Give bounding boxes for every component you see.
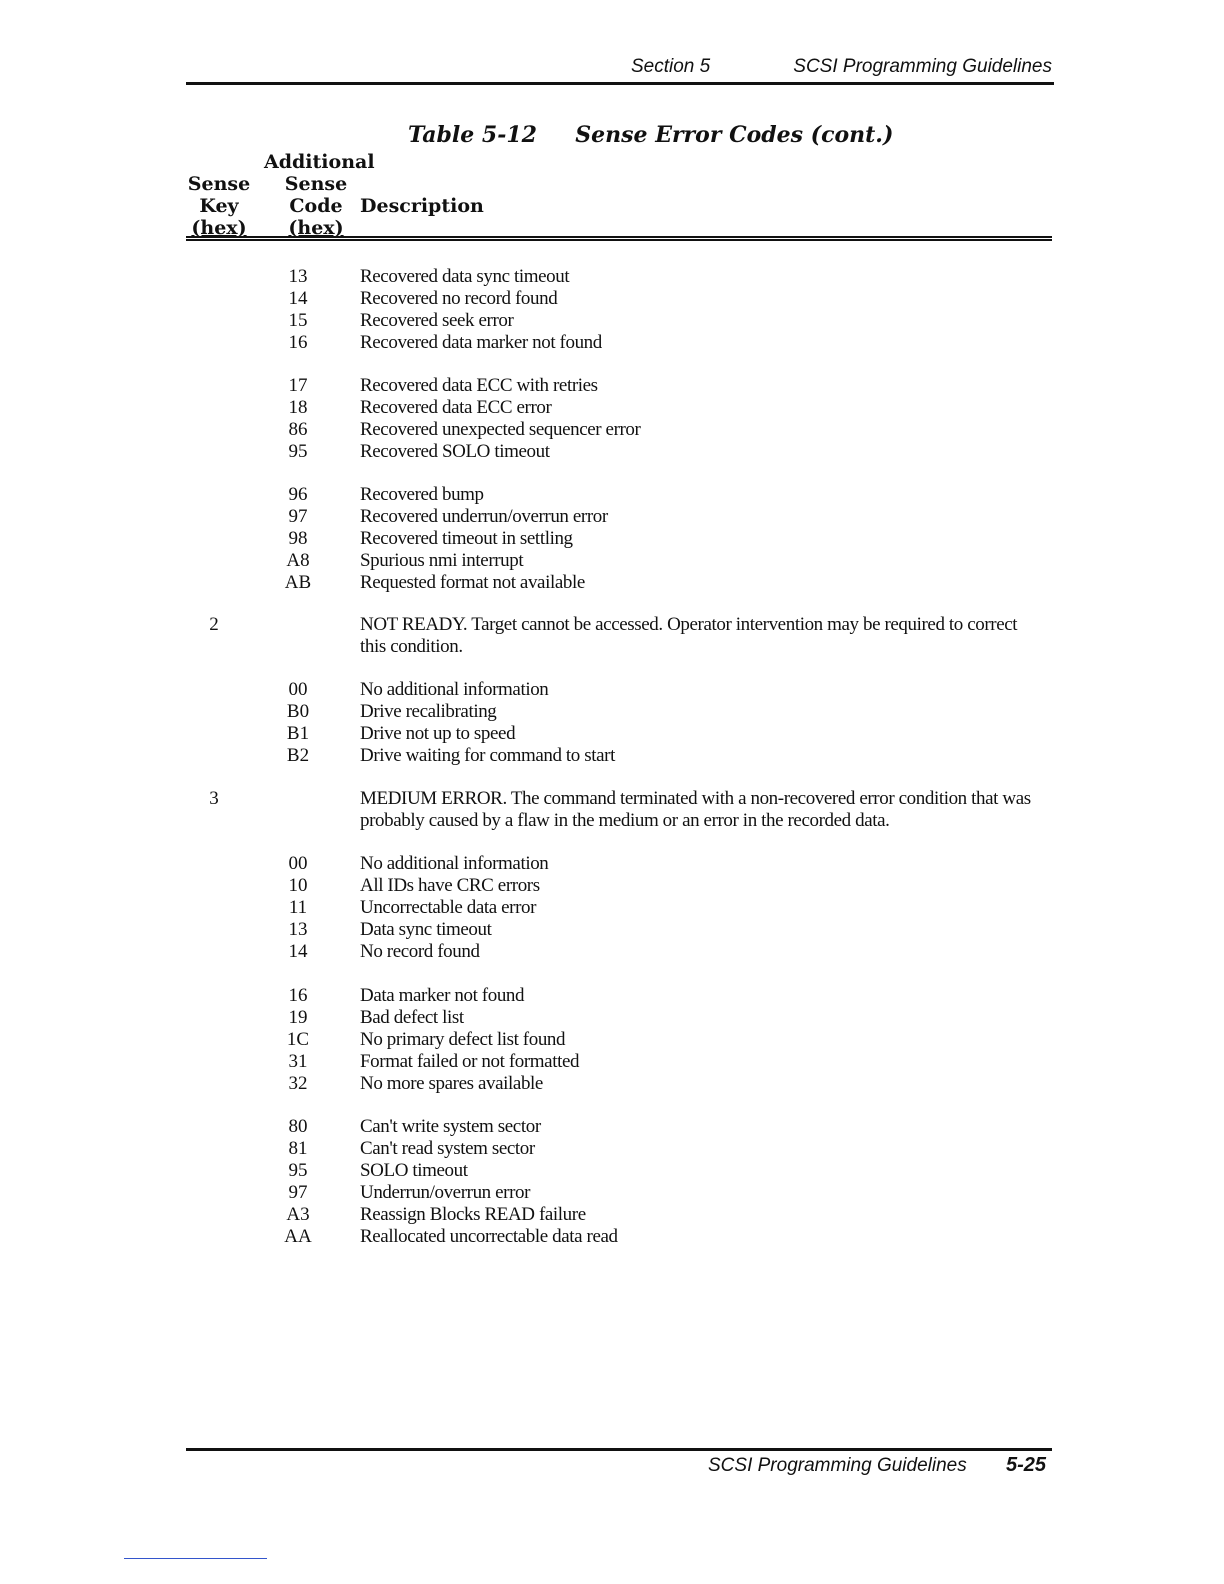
description-cell: Recovered no record found <box>360 288 558 309</box>
footnote-rule <box>124 1558 267 1559</box>
running-header <box>186 56 1054 85</box>
sense-code-cell: 10 <box>288 875 308 896</box>
description-cell: MEDIUM ERROR. The command terminated with a non-recovered error condition that was probably caused by a flaw in the medium or an error in the recorded data. <box>360 788 1031 831</box>
running-footer <box>186 1448 1052 1476</box>
column-header-sense-code <box>264 151 375 239</box>
sense-code-cell: 16 <box>288 985 308 1006</box>
sense-code-cell: 95 <box>288 441 308 462</box>
description-cell: Recovered data ECC with retries <box>360 375 598 396</box>
key-header-line-2: Key <box>199 195 239 217</box>
sense-code-cell: 00 <box>288 679 308 700</box>
description-cell: No additional information <box>360 853 549 874</box>
sense-code-cell: 1C <box>286 1029 310 1050</box>
description-cell: Recovered data marker not found <box>360 332 602 353</box>
table-title: Table 5-12 Sense Error Codes (cont.) <box>408 122 894 148</box>
sense-code-cell: 95 <box>288 1160 308 1181</box>
column-header-description: Description <box>360 195 484 217</box>
description-cell: NOT READY. Target cannot be accessed. Operator intervention may be required to correct this condition. <box>360 614 1018 657</box>
code-header-line-2: Sense <box>284 173 348 195</box>
description-cell: Recovered timeout in settling <box>360 528 573 549</box>
sense-code-cell: AA <box>284 1226 312 1247</box>
sense-code-cell: 14 <box>288 288 308 309</box>
sense-code-cell: 31 <box>288 1051 308 1072</box>
description-cell: All IDs have CRC errors <box>360 875 540 896</box>
sense-code-cell: 13 <box>288 919 308 940</box>
sense-code-cell: 19 <box>288 1007 308 1028</box>
description-cell: Data marker not found <box>360 985 525 1006</box>
page-number: 5-25 <box>1005 1454 1046 1476</box>
sense-code-cell: 15 <box>288 310 308 331</box>
sense-code-cell: 18 <box>288 397 308 418</box>
key-header-line-3: (hex) <box>191 217 247 239</box>
column-header-sense-key <box>186 173 252 239</box>
description-cell: Recovered data sync timeout <box>360 266 570 287</box>
sense-key-cell: 2 <box>209 614 219 635</box>
description-cell: Spurious nmi interrupt <box>360 550 524 571</box>
header-section-label: Section 5 <box>631 56 711 77</box>
description-cell: No more spares available <box>360 1073 543 1094</box>
sense-code-cell: 86 <box>288 419 308 440</box>
description-cell: Recovered seek error <box>360 310 514 331</box>
code-header-line-1: Additional <box>264 151 375 173</box>
sense-code-cell: B1 <box>286 723 310 744</box>
description-cell: Recovered unexpected sequencer error <box>360 419 641 440</box>
description-cell: Recovered bump <box>360 484 484 505</box>
code-header-line-4: (hex) <box>288 217 344 239</box>
description-cell: Format failed or not formatted <box>360 1051 580 1072</box>
sense-code-cell: 96 <box>288 484 308 505</box>
description-cell: SOLO timeout <box>360 1160 468 1181</box>
sense-key-cell: 3 <box>209 788 219 809</box>
description-cell: Can't write system sector <box>360 1116 541 1137</box>
sense-code-cell: A8 <box>286 550 310 571</box>
sense-code-cell: A3 <box>286 1204 310 1225</box>
description-cell: Drive waiting for command to start <box>360 745 615 766</box>
description-cell: No primary defect list found <box>360 1029 566 1050</box>
description-cell: Recovered underrun/overrun error <box>360 506 608 527</box>
sense-code-cell: 97 <box>288 506 308 527</box>
footer-title: SCSI Programming Guidelines <box>708 1455 967 1476</box>
sense-code-cell: 17 <box>288 375 308 396</box>
sense-code-cell: B2 <box>286 745 310 766</box>
sense-code-cell: 81 <box>288 1138 308 1159</box>
description-cell: Reassign Blocks READ failure <box>360 1204 586 1225</box>
sense-code-cell: 11 <box>288 897 308 918</box>
description-cell: No record found <box>360 941 480 962</box>
sense-code-cell: 00 <box>288 853 308 874</box>
key-header-line-1: Sense <box>187 173 251 195</box>
description-cell: Uncorrectable data error <box>360 897 537 918</box>
description-cell: Underrun/overrun error <box>360 1182 531 1203</box>
description-cell: Bad defect list <box>360 1007 464 1028</box>
description-cell: Data sync timeout <box>360 919 492 940</box>
sense-code-cell: 80 <box>288 1116 308 1137</box>
sense-code-cell: 98 <box>288 528 308 549</box>
sense-code-cell: 32 <box>288 1073 308 1094</box>
description-cell: Drive recalibrating <box>360 701 497 722</box>
description-cell: Reallocated uncorrectable data read <box>360 1226 618 1247</box>
description-cell: No additional information <box>360 679 549 700</box>
sense-code-cell: 97 <box>288 1182 308 1203</box>
description-cell: Drive not up to speed <box>360 723 516 744</box>
header-guide-title: SCSI Programming Guidelines <box>793 56 1052 77</box>
sense-code-cell: 16 <box>288 332 308 353</box>
sense-code-cell: B0 <box>286 701 310 722</box>
description-cell: Recovered data ECC error <box>360 397 552 418</box>
code-header-line-3: Code <box>289 195 343 217</box>
header-rule <box>186 236 1052 241</box>
description-cell: Can't read system sector <box>360 1138 535 1159</box>
description-cell: Recovered SOLO timeout <box>360 441 550 462</box>
sense-code-cell: AB <box>284 572 312 593</box>
sense-code-cell: 13 <box>288 266 308 287</box>
description-cell: Requested format not available <box>360 572 585 593</box>
sense-code-cell: 14 <box>288 941 308 962</box>
